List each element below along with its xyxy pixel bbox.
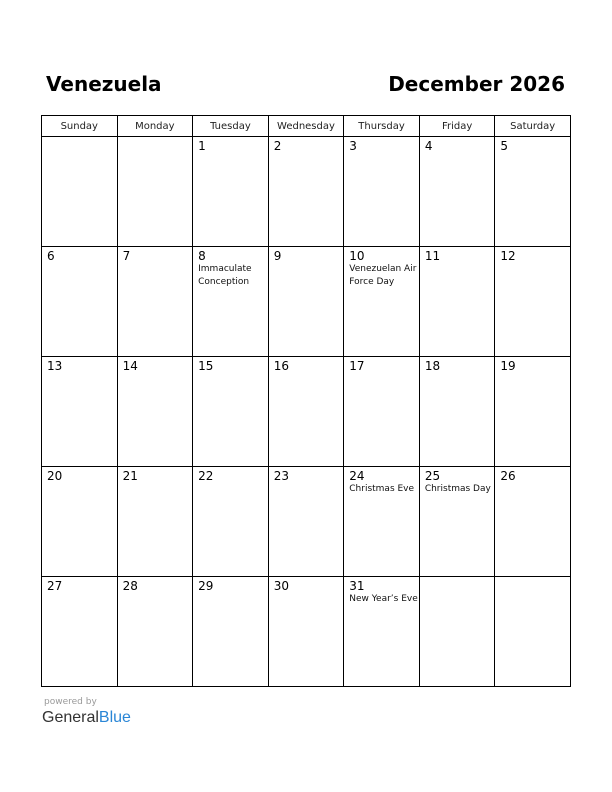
- day-number: 27: [47, 579, 63, 593]
- day-cell: [42, 357, 118, 467]
- week-row: [42, 357, 571, 467]
- day-cell: [268, 357, 344, 467]
- day-cell: [193, 357, 269, 467]
- day-cell: [193, 467, 269, 577]
- day-cell: [268, 247, 344, 357]
- day-number: 5: [500, 139, 509, 153]
- day-cell: [495, 357, 571, 467]
- day-number: 13: [47, 359, 63, 373]
- week-row: [42, 577, 571, 687]
- day-number: 25: [424, 469, 441, 483]
- day-number: 10: [349, 249, 365, 263]
- day-cell: [42, 467, 118, 577]
- holiday-label: Venezuelan Air Force Day: [349, 264, 417, 287]
- powered-by-label: powered by: [44, 697, 97, 707]
- holiday-label: Immaculate Conception: [198, 264, 252, 287]
- day-number: 19: [500, 359, 516, 373]
- weekday-monday: Monday: [117, 116, 193, 137]
- day-cell: [495, 247, 571, 357]
- day-number: 7: [122, 249, 131, 263]
- day-number: 11: [424, 249, 441, 263]
- country-title: Venezuela: [46, 72, 162, 96]
- day-cell: [419, 577, 495, 687]
- holiday-label: New Year’s Eve: [349, 594, 418, 604]
- day-number: 21: [122, 469, 138, 483]
- day-number: 15: [198, 359, 214, 373]
- day-number: 4: [424, 139, 433, 153]
- day-number: 8: [198, 249, 206, 263]
- week-row: [42, 137, 571, 247]
- holiday-label: Christmas Day: [424, 484, 491, 494]
- weekday-tuesday: Tuesday: [193, 116, 269, 137]
- day-cell: [117, 357, 193, 467]
- day-cell: [42, 247, 118, 357]
- day-cell: [42, 577, 118, 687]
- day-number: 31: [349, 579, 365, 593]
- day-number: 30: [273, 579, 289, 593]
- day-cell: [495, 137, 571, 247]
- generalblue-logo: [42, 697, 131, 728]
- brand-blue: Blue: [98, 709, 131, 726]
- day-number: 17: [349, 359, 365, 373]
- weekday-friday: Friday: [419, 116, 495, 137]
- day-number: [420, 577, 495, 579]
- day-number: 20: [47, 469, 63, 483]
- day-number: [495, 577, 570, 579]
- day-number: 2: [273, 139, 282, 153]
- day-cell: [193, 137, 269, 247]
- day-cell: [268, 467, 344, 577]
- day-number: [42, 137, 117, 139]
- day-cell: [42, 137, 118, 247]
- day-cell: [193, 247, 269, 357]
- month-year-title: December 2026: [388, 72, 565, 96]
- day-cell: [344, 137, 420, 247]
- calendar-grid: [41, 115, 571, 687]
- weekday-wednesday: Wednesday: [268, 116, 344, 137]
- holiday-label: Christmas Eve: [349, 484, 415, 494]
- day-cell: [117, 247, 193, 357]
- day-number: 23: [273, 469, 289, 483]
- weekday-header-row: [42, 116, 571, 137]
- day-number: 29: [198, 579, 214, 593]
- day-cell: [268, 137, 344, 247]
- day-number: 3: [349, 139, 357, 153]
- week-row: [42, 467, 571, 577]
- day-cell: [344, 577, 420, 687]
- day-cell: [495, 577, 571, 687]
- day-cell: [268, 577, 344, 687]
- day-number: 12: [500, 249, 516, 263]
- day-cell: [419, 467, 495, 577]
- brand-name: [42, 708, 131, 728]
- day-cell: [419, 137, 495, 247]
- day-number: 24: [349, 469, 365, 483]
- day-cell: [344, 247, 420, 357]
- day-number: 6: [47, 249, 55, 263]
- day-cell: [419, 357, 495, 467]
- day-cell: [419, 247, 495, 357]
- weekday-thursday: Thursday: [344, 116, 420, 137]
- day-cell: [117, 577, 193, 687]
- day-number: 1: [198, 139, 206, 153]
- day-cell: [117, 467, 193, 577]
- day-number: 28: [122, 579, 138, 593]
- day-cell: [117, 137, 193, 247]
- day-number: 18: [424, 359, 441, 373]
- day-cell: [344, 467, 420, 577]
- weekday-sunday: Sunday: [42, 116, 118, 137]
- brand-general: General: [42, 709, 99, 726]
- day-number: 14: [122, 359, 138, 373]
- day-cell: [495, 467, 571, 577]
- day-number: [118, 137, 193, 139]
- day-cell: [193, 577, 269, 687]
- weekday-saturday: Saturday: [495, 116, 571, 137]
- day-number: 22: [198, 469, 214, 483]
- day-number: 16: [273, 359, 289, 373]
- week-row: [42, 247, 571, 357]
- day-number: 26: [500, 469, 516, 483]
- day-cell: [344, 357, 420, 467]
- day-number: 9: [273, 249, 282, 263]
